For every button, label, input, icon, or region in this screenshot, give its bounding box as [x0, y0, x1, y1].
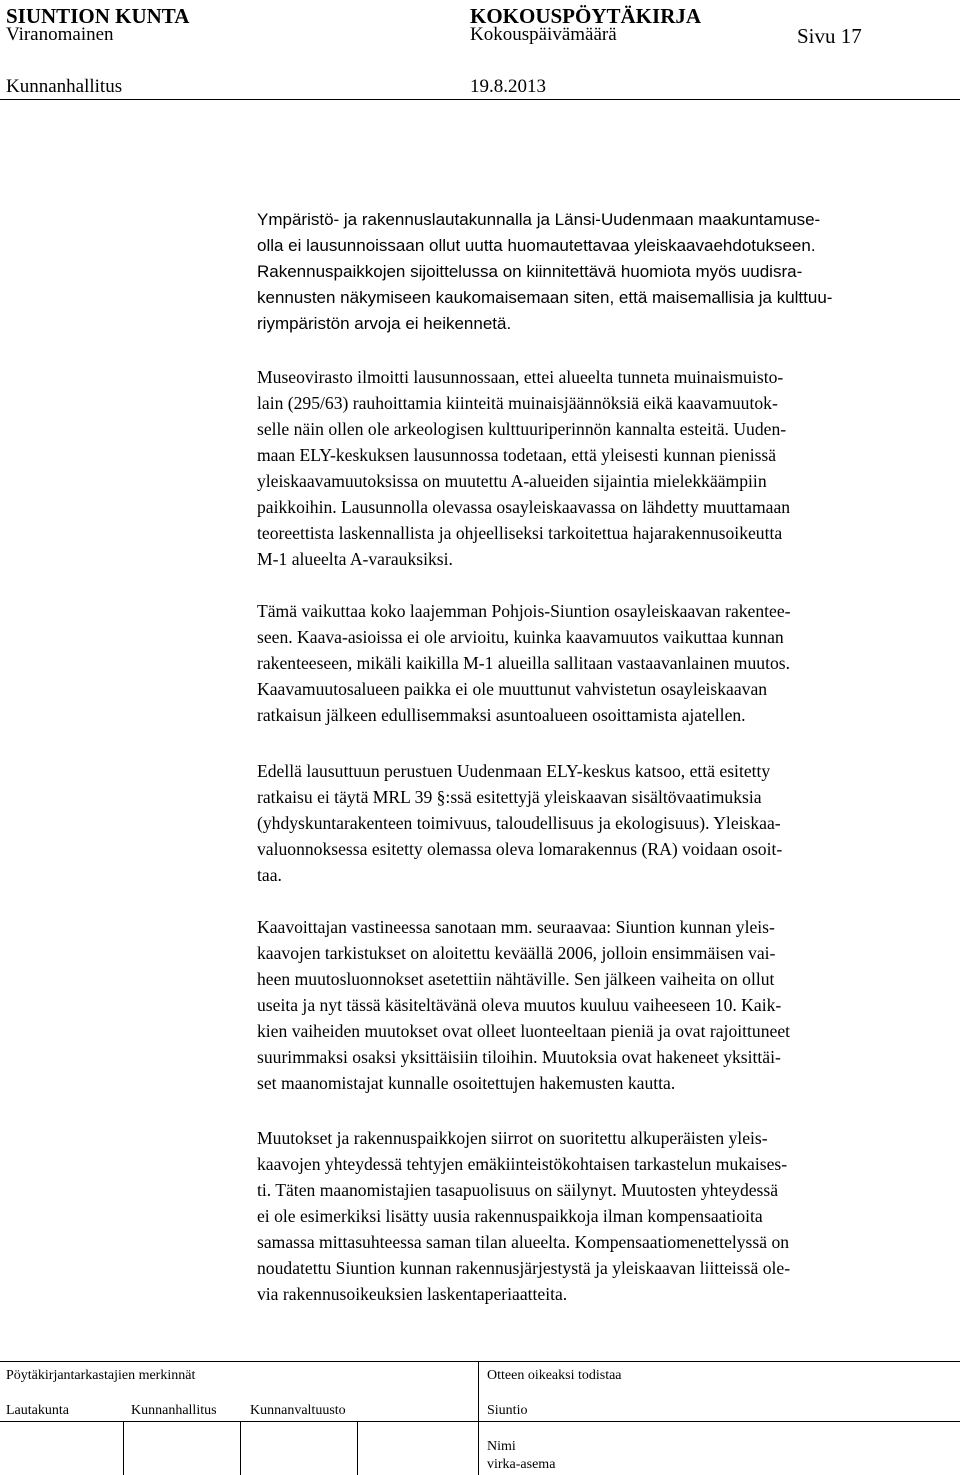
text-line: lain (295/63) rauhoittamia kiinteitä muinaisjäännöksiä eikä kaavamuutok-	[257, 393, 778, 413]
text-line: M-1 alueelta A-varauksiksi.	[257, 549, 453, 569]
text-line: ei ole esimerkiksi lisätty uusia rakennuspaikkoja ilman kompensaatioita	[257, 1206, 763, 1226]
text-line: ratkaisu ei täytä MRL 39 §:ssä esitettyjä yleiskaavan sisältövaatimuksia	[257, 787, 762, 807]
text-line: ti. Täten maanomistajien tasapuolisuus on säilynyt. Muutosten yhteydessä	[257, 1180, 779, 1200]
document-type: KOKOUSPÖYTÄKIRJA	[470, 4, 702, 28]
text-line: taa.	[257, 865, 282, 885]
paragraph-4	[257, 758, 947, 888]
text-line: set maanomistajat kunnalle osoitettujen hakemusten kautta.	[257, 1073, 676, 1093]
text-line: seen. Kaava-asioissa ei ole arvioitu, kuinka kaavamuutos vaikuttaa kunnan	[257, 627, 784, 647]
column-kunnanhallitus: Kunnanhallitus	[131, 1403, 217, 1418]
footer-top-divider	[0, 1361, 960, 1362]
paragraph-5	[257, 914, 947, 1096]
paragraph-1	[257, 207, 947, 337]
text-line: Tämä vaikuttaa koko laajemman Pohjois-Siuntion osayleiskaavan rakentee-	[257, 601, 791, 621]
text-line: Muutokset ja rakennuspaikkojen siirrot on suoritettu alkuperäisten yleis-	[257, 1128, 768, 1148]
text-line: useita ja nyt tässä käsiteltävänä oleva muutos kuuluu vaiheeseen 10. Kaik-	[257, 995, 782, 1015]
meeting-date-label: Kokouspäivämäärä	[470, 24, 617, 45]
text-line: kien vaiheiden muutokset ovat olleet luonteeltaan pieniä ja ovat rajoittuneet	[257, 1021, 791, 1041]
text-line: Rakennuspaikkojen sijoittelussa on kiinnitettävä huomiota myös uudisra-	[257, 262, 803, 281]
certified-label: Otteen oikeaksi todistaa	[487, 1368, 622, 1383]
text-line: kaavojen yhteydessä tehtyjen emäkiinteistökohtaisen tarkastelun mukaises-	[257, 1154, 788, 1174]
text-line: valuonnoksessa esitetty olemassa oleva lomarakennus (RA) voidaan osoit-	[257, 839, 783, 859]
text-line: suurimmaksi osaksi yksittäisiin tiloihin. Muutoksia ovat hakeneet yksittäi-	[257, 1047, 781, 1067]
position-label: virka-asema	[487, 1457, 556, 1472]
text-line: selle näin ollen ole arkeologisen kulttuuriperinnön kannalta esteitä. Uuden-	[257, 419, 787, 439]
header-divider	[0, 99, 960, 100]
footer-cell-divider	[240, 1421, 241, 1475]
municipality-name: SIUNTION KUNTA	[6, 4, 190, 28]
paragraph-3	[257, 598, 947, 728]
column-lautakunta: Lautakunta	[6, 1403, 69, 1418]
text-line: Kaavoittajan vastineessa sanotaan mm. seuraavaa: Siuntion kunnan yleis-	[257, 917, 775, 937]
text-line: paikkoihin. Lausunnolla olevassa osayleiskaavassa on lähdetty muuttamaan	[257, 497, 791, 517]
authority-label: Viranomainen	[6, 24, 114, 45]
text-line: maan ELY-keskuksen lausunnossa todetaan, että yleisesti kunnan pienissä	[257, 445, 777, 465]
reviewers-label: Pöytäkirjantarkastajien merkinnät	[6, 1368, 196, 1383]
footer-mid-divider	[0, 1421, 960, 1422]
text-line: noudatettu Siuntion kunnan rakennusjärjestystä ja yleiskaavan liitteissä ole-	[257, 1258, 791, 1278]
text-line: teoreettista laskennallista ja ohjeelliseksi tarkoitettua hajarakennusoikeutta	[257, 523, 783, 543]
text-line: Museovirasto ilmoitti lausunnossaan, ettei alueelta tunneta muinaismuisto-	[257, 367, 784, 387]
paragraph-6	[257, 1125, 947, 1307]
text-line: kaavojen tarkistukset on aloitettu keväällä 2006, jolloin ensimmäisen vai-	[257, 943, 776, 963]
text-line: rakenteeseen, mikäli kaikilla M-1 alueilla sallitaan vastaavanlainen muutos.	[257, 653, 791, 673]
text-line: riympäristön arvoja ei heikennetä.	[257, 314, 512, 333]
text-line: heen muutosluonnokset asetettiin nähtäville. Sen jälkeen vaiheita on ollut	[257, 969, 775, 989]
page-number: Sivu 17	[797, 24, 862, 48]
text-line: Edellä lausuttuun perustuen Uudenmaan ELY-keskus katsoo, että esitetty	[257, 761, 771, 781]
text-line: kennusten näkymiseen kaukomaisemaan siten, että maisemallisia ja kulttuu-	[257, 288, 833, 307]
text-line: ratkaisun jälkeen edullisemmaksi asuntoalueen osoittamista ajatellen.	[257, 705, 746, 725]
column-kunnanvaltuusto: Kunnanvaltuusto	[250, 1403, 346, 1418]
text-line: olla ei lausunnoissaan ollut uutta huomautettavaa yleiskaavaehdotukseen.	[257, 236, 816, 255]
footer-cell-divider	[357, 1421, 358, 1475]
text-line: (yhdyskuntarakenteen toimivuus, taloudellisuus ja ekologisuus). Yleiskaa-	[257, 813, 781, 833]
text-line: Kaavamuutosalueen paikka ei ole muuttunut vahvistetun osayleiskaavan	[257, 679, 768, 699]
text-line: samassa mittasuhteessa saman tilan alueelta. Kompensaatiomenettelyssä on	[257, 1232, 790, 1252]
footer-cell-divider	[123, 1421, 124, 1475]
name-label: Nimi	[487, 1439, 516, 1454]
place-name: Siuntio	[487, 1403, 528, 1418]
authority-name: Kunnanhallitus	[6, 76, 123, 97]
text-line: via rakennusoikeuksien laskentaperiaatteita.	[257, 1284, 568, 1304]
text-line: Ympäristö- ja rakennuslautakunnalla ja Länsi-Uudenmaan maakuntamuse-	[257, 210, 821, 229]
text-line: yleiskaavamuutoksissa on muutettu A-alueiden sijaintia mielekkäämpiin	[257, 471, 767, 491]
paragraph-2	[257, 364, 947, 572]
meeting-date: 19.8.2013	[470, 76, 546, 97]
footer-column-divider	[478, 1361, 479, 1475]
